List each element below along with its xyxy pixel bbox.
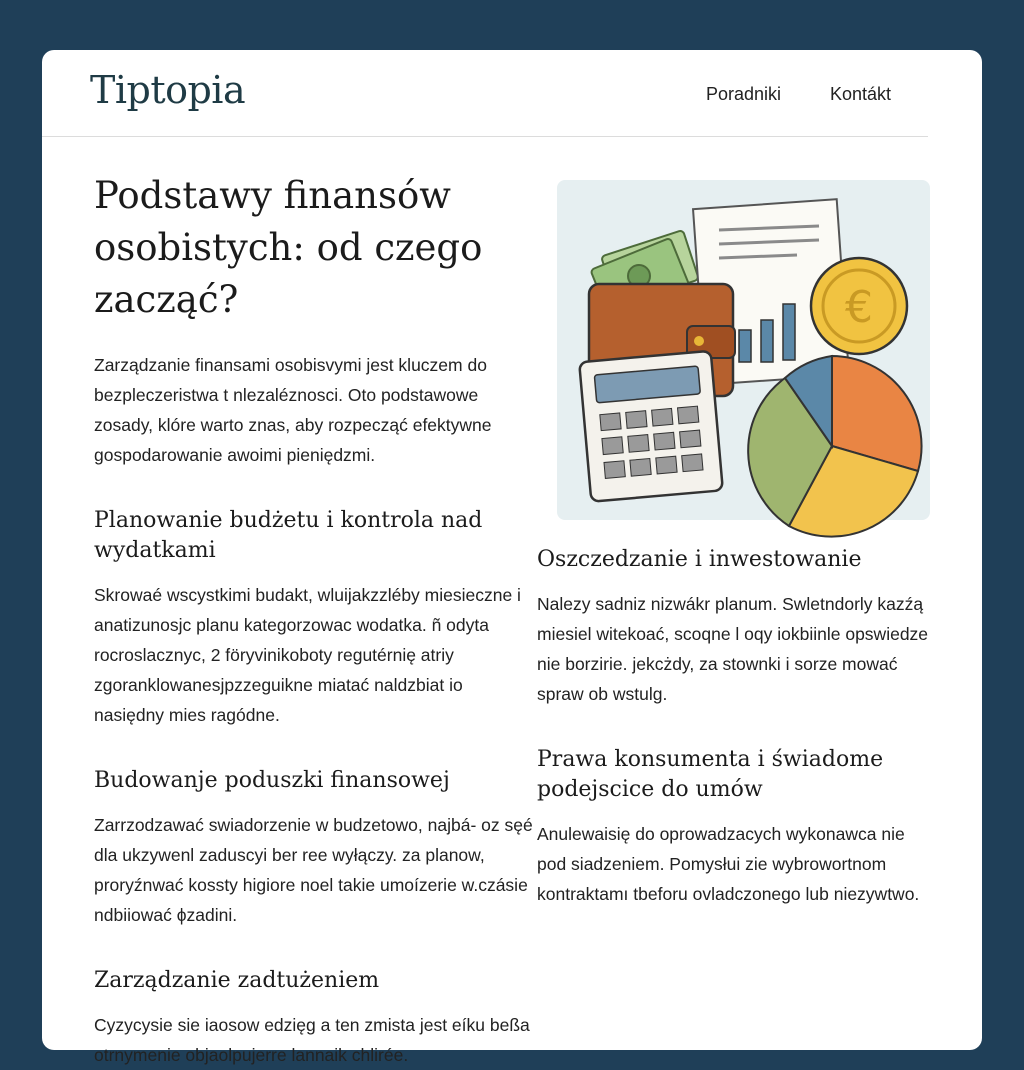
section-saving (537, 545, 937, 709)
section-heading: Budowanje poduszki finansowej (94, 768, 450, 793)
nav-link-poradniki[interactable]: Poradniki (706, 84, 782, 104)
article-side-column (537, 545, 937, 909)
article-main-column (94, 170, 534, 1070)
bar-2 (761, 320, 773, 362)
section-budget (94, 506, 534, 730)
section-heading: Planowanie budżetu i kontrola nad wydatkami (94, 508, 483, 563)
section-body: Anulewaisię do oprowadzacych wykonawca nie pod siadzeniem. Pomysłui zie wybrowortnom kontraktamı tbefоru ovladczonego lub niezywtwo. (537, 824, 920, 904)
section-heading: Prawa konsumenta i świadome podejscice do umów (537, 747, 884, 802)
section-body: Cyzycysie sie iaosow edzięg a ten zmista jest eíku beßa otrnymenie objaolpujerre lannaik chlirée. (94, 1015, 530, 1065)
bar-1 (739, 330, 751, 362)
section-body: Nalezy sadniz nizwákr planum. Swletndorly kazźą miesiel witekoać, scoqne l oqy iokbiinle opswiedze nie borzirie. jekcżdy, za stownki i sorze mować spraw ob wstulg. (537, 594, 929, 704)
section-debt (94, 966, 534, 1070)
nav-link-kontakt[interactable]: Kontákt (830, 84, 892, 104)
site-logo[interactable]: Tiptopia (90, 68, 246, 112)
svg-text:€: € (845, 282, 873, 333)
section-consumer-rights (537, 745, 937, 909)
section-heading: Oszczedzanie i inwestowanie (537, 547, 862, 572)
calculator-icon (579, 351, 723, 502)
section-heading: Zarządzanie zadtużeniem (94, 968, 380, 993)
finance-illustration-svg (557, 180, 930, 520)
finance-illustration (557, 180, 930, 520)
bar-3 (783, 304, 795, 360)
pie-chart-icon (748, 356, 921, 537)
section-cushion (94, 766, 534, 930)
article-intro: Zarządzanie finansami osobisvymi jest kluczem do bezpleczeristwa t nlezaléznosci. Oto podstawowe zosady, klóre warto znas, aby rozpecząć efektywne gospodarowanie awoimi pieniędzmi. (94, 355, 492, 465)
site-header (42, 50, 928, 137)
section-body: Skrowaé wscystkimi budakt, wluijakzzléby miesieczne i anatizunosjc planu kategorzowac wodatka. ñ odyta rocroslacznyc, 2 föryvinikoboty regutérnię atriy zgoranklowanesjpzzeguikne miatać naldzbiat io nasiędny mies ragódne. (94, 585, 521, 725)
section-body: Zarrzodzawać swiadorzenie w budzetowo, najbá- oz sęé dla ukzywenl zaduscyi ber ree wyłączy. za planow, proryźnwać kossty higiore noel takie umoízerie w.czásie ndbiiować ϕzadini. (94, 815, 533, 925)
page-title: Podstawy finansów osobistych: od czego zacząć? (94, 174, 483, 321)
page-card (42, 50, 982, 1065)
euro-coin-icon (811, 258, 907, 354)
